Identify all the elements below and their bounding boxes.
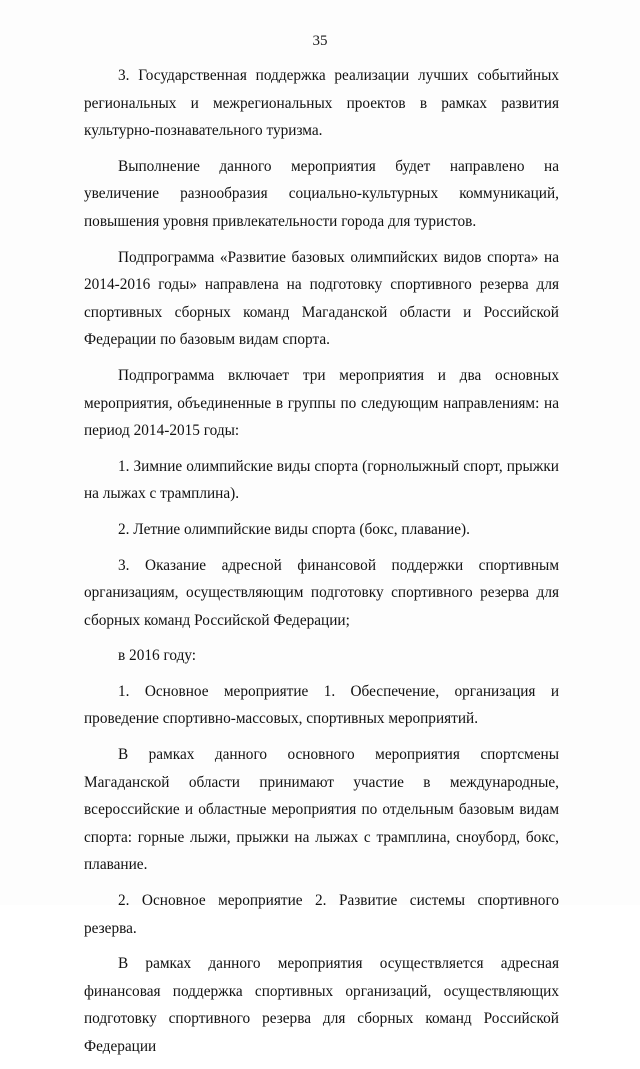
paragraph-athletes-participation: В рамках данного основного мероприятия спортсмены Магаданской области принимают участие в международные, всероссийские и областные мероприятия по отдельным базовым видам спорта: горные лыжи, прыжки на лыжах с трамплина, сноуборд, бокс, плавание. — [84, 746, 559, 874]
paragraph-reserve-support: В рамках данного мероприятия осуществляется адресная финансовая поддержка спортивных организаций, осуществляющих подготовку спортивного резерва для сборных команд Российской Федерации — [84, 955, 559, 1055]
paragraph-winter-sports: 1. Зимние олимпийские виды спорта (горнолыжный спорт, прыжки на лыжах с трамплина). — [84, 457, 559, 503]
paragraph-summer-sports: 2. Летние олимпийские виды спорта (бокс, плавание). — [118, 520, 470, 538]
page-number: 35 — [312, 33, 328, 49]
paragraph-measure-goal: Выполнение данного мероприятия будет направлено на увеличение разнообразия социально-культурных коммуникаций, повышения уровня привлекательности города для туристов. — [84, 157, 559, 230]
paragraph-subprogram-includes: Подпрограмма включает три мероприятия и два основных мероприятия, объединенные в группы по следующим направлениям: на период 2014-2015 годы: — [84, 366, 559, 440]
paragraph-main-measure-1: 1. Основное мероприятие 1. Обеспечение, организация и проведение спортивно-массовых, спортивных мероприятий. — [84, 682, 559, 728]
paragraph-subprogram-sport: Подпрограмма «Развитие базовых олимпийских видов спорта» на 2014-2016 годы» направлена на подготовку спортивного резерва для спортивных сборных команд Магаданской области и Российской Федерации по базовым видам спорта. — [84, 248, 559, 349]
paragraph-event-support: 3. Государственная поддержка реализации лучших событийных региональных и межрегиональных проектов в рамках развития культурно-познавательного туризма. — [84, 67, 559, 140]
document-body — [84, 62, 559, 1069]
paragraph-year-2016: в 2016 году: — [118, 647, 197, 665]
paragraph-main-measure-2: 2. Основное мероприятие 2. Развитие системы спортивного резерва. — [84, 892, 559, 937]
paragraph-financial-support: 3. Оказание адресной финансовой поддержки спортивным организациям, осуществляющим подготовку спортивного резерва для сборных команд Российской Федерации; — [84, 556, 559, 629]
